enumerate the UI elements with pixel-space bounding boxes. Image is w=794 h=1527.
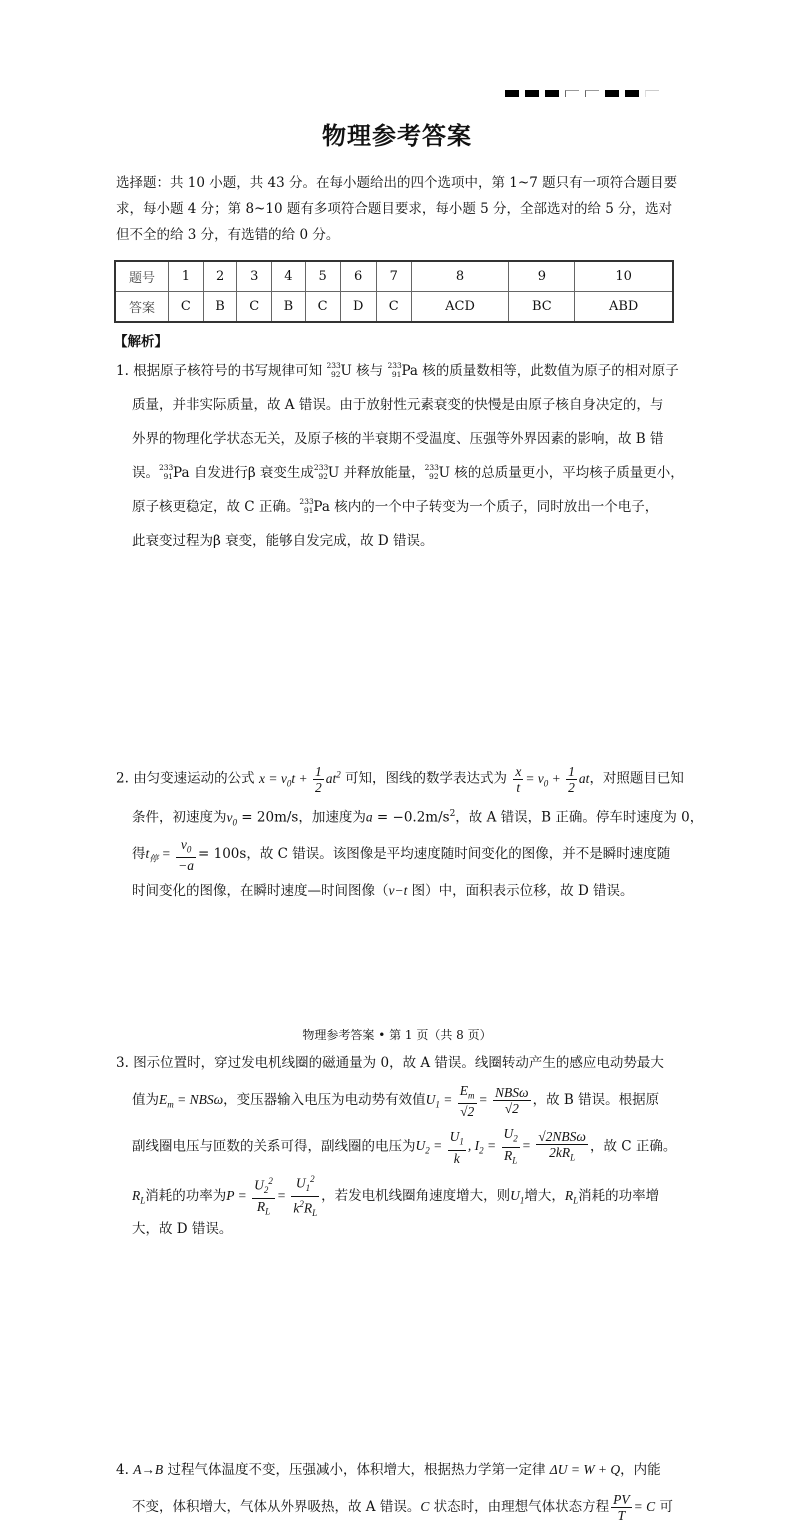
formula: $x = v_0t$ + $\frac{1}{2}$ $at^2$: [258, 763, 341, 795]
question-line: 2. 由匀变速运动的公式 $x = v_0t$ + $\frac{1}{2}$ $at^2$ 可知，图线的数学表达式为 $\frac{x}{t}$ = $v_0$ + $\frac{1}{2}$ at，对照题目已知: [116, 763, 684, 795]
question-line: 副线圈电压与匝数的关系可得，副线圈的电压为$U_2$ = $\frac{U_1}{k}$ , $I_2$ = $\frac{U_2}{R_L}$ = $\frac{\text{√2NBSω}}{2kR_L}$ ，故 C 正确。: [132, 1126, 677, 1166]
question-number: 2.: [116, 770, 129, 787]
question-number: 4.: [116, 1462, 129, 1478]
question-line: 1. 根据原子核符号的书写规律可知 233 92 U 核与 233 91 Pa 核的质量数相等，此数值为原子的相对原子: [116, 354, 682, 388]
table-cell: 2: [203, 261, 237, 292]
table-cell: C: [305, 292, 340, 323]
table-cell: B: [272, 292, 306, 323]
question-line: 条件，初速度为$v_0 = 20m/s$，加速度为$a = -0.2m/s^2$，故 A 错误，B 正确。停车时速度为 0，: [132, 809, 704, 828]
table-cell: C: [376, 292, 411, 323]
header-mark: [565, 90, 579, 97]
formula: $U_1$ = $\frac{E_m}{√2}$ = $\frac{\text{NBSω}}{√2}$: [425, 1082, 529, 1120]
table-cell: 3: [237, 261, 272, 292]
header-mark: [605, 90, 619, 97]
formula: P = $\frac{U_2^2}{R_L}$ = $\frac{U_1^2}{k^2R_L}$: [226, 1174, 318, 1219]
question-number: 3.: [116, 1055, 129, 1071]
header-mark: [625, 90, 639, 97]
intro-paragraph: 选择题：共 10 小题，共 43 分。在每小题给出的四个选项中，第 1~7 题只有一项符合题目要求，每小题 4 分；第 8~10 题有多项符合题目要求，每小题 5 分，全部选对的给 5 分，选对但不全的给 3 分，有选错的给 0 分。: [116, 175, 678, 243]
nuclide-superscript: 233 91: [159, 462, 174, 481]
question-1: [116, 354, 682, 558]
page-title: 物理参考答案: [322, 121, 472, 150]
formula: $\frac{x}{t}$ = $v_0$ + $\frac{1}{2}$ at: [515, 763, 590, 795]
header-mark: [525, 90, 539, 97]
page-footer: 物理参考答案 • 第 1 页（共 8 页）: [302, 1028, 492, 1042]
question-line: 时间变化的图像，在瞬时速度—时间图像（v−t 图）中，面积表示位移，故 D 错误。: [132, 883, 634, 899]
formula: $v_0$: [226, 809, 237, 828]
nuclide-superscript: 233 92: [326, 360, 341, 379]
table-cell: C: [237, 292, 272, 323]
formula: v−t: [388, 883, 408, 898]
table-cell: 4: [272, 261, 306, 292]
table-cell: B: [203, 292, 237, 323]
formula: a: [365, 809, 373, 825]
table-cell: ACD: [411, 292, 509, 323]
question-line: 此衰变过程为β 衰变，能够自发完成，故 D 错误。: [132, 533, 434, 549]
question-line: 误。 233 91 Pa 自发进行β 衰变生成 233 92 U 并释放能量， 233 92 U 核的总质量更小，平均核子质量更小，: [116, 456, 682, 490]
formula: A→B: [133, 1462, 164, 1477]
formula: $U_2$ = $\frac{U_1}{k}$ , $I_2$ = $\frac{U_2}{R_L}$ = $\frac{\text{√2NBSω}}{2kR_L}$: [415, 1126, 586, 1166]
header-mark: [645, 90, 659, 97]
header-mark: [505, 90, 519, 97]
header-mark: [585, 90, 599, 97]
formula: $\frac{PV}{T}$ = C: [613, 1492, 656, 1524]
nuclide-superscript: 233 91: [299, 496, 314, 515]
formula: ΔU = W + Q: [549, 1462, 621, 1477]
table-cell: 9: [509, 261, 575, 292]
table-cell: 5: [305, 261, 340, 292]
table-cell: 7: [376, 261, 411, 292]
table-cell: BC: [509, 292, 575, 323]
question-line: 3. 图示位置时，穿过发电机线圈的磁通量为 0，故 A 错误。线圈转动产生的感应电动势最大: [116, 1055, 664, 1071]
question-line: 质量，并非实际质量，故 A 错误。由于放射性元素衰变的快慢是由原子核自身决定的，与: [132, 397, 664, 413]
question-line: 大，故 D 错误。: [132, 1221, 233, 1237]
analysis-heading: 【解析】: [114, 334, 168, 350]
table-cell: 1: [169, 261, 204, 292]
table-row-answers: [115, 292, 673, 323]
question-line: 值为$E_m = NBS\omega$，变压器输入电压为电动势有效值$U_1$ = $\frac{E_m}{√2}$ = $\frac{\text{NBSω}}{√2}$ ，故 B 错误。根据原: [132, 1082, 660, 1120]
header-mark: [545, 90, 559, 97]
page-header-marks: [505, 90, 659, 97]
question-2: [116, 754, 704, 908]
question-line: 得$t_停$ = $\frac{v_0}{-a}$ = 100s，故 C 错误。该图像是平均速度随时间变化的图像，并不是瞬时速度随: [132, 836, 671, 874]
nuclide-superscript: 233 91: [387, 360, 402, 379]
table-cell: C: [169, 292, 204, 323]
table-cell: 6: [340, 261, 376, 292]
question-number: 1.: [116, 363, 129, 379]
question-3: [116, 1046, 682, 1246]
table-row-numbers: [115, 261, 673, 292]
table-cell: ABD: [575, 292, 673, 323]
question-line: 不变，体积增大，气体从外界吸热，故 A 错误。C 状态时，由理想气体状态方程 $\frac{PV}{T}$ = C 可: [132, 1492, 673, 1524]
formula: $E_m = NBS\omega$: [159, 1092, 224, 1110]
question-line: 4. A→B 过程气体温度不变，压强减小，体积增大，根据热力学第一定律 ΔU = W + Q，内能: [116, 1462, 661, 1478]
question-line: 外界的物理化学状态无关，及原子核的半衰期不受温度、压强等外界因素的影响，故 B 错: [132, 431, 664, 447]
table-cell: 10: [575, 261, 673, 292]
answer-table: [114, 260, 674, 323]
row-header: 题号: [115, 261, 169, 292]
row-header: 答案: [115, 292, 169, 323]
nuclide-superscript: 233 92: [313, 462, 329, 481]
nuclide-superscript: 233 92: [424, 462, 439, 481]
question-4: [116, 1453, 682, 1527]
formula: $t_停$ = $\frac{v_0}{-a}$: [145, 836, 195, 874]
table-cell: D: [340, 292, 376, 323]
question-line: 原子核更稳定，故 C 正确。 233 91 Pa 核内的一个中子转变为一个质子，同时放出一个电子，: [116, 490, 682, 524]
question-line: $R_L$消耗的功率为P = $\frac{U_2^2}{R_L}$ = $\frac{U_1^2}{k^2R_L}$ ，若发电机线圈角速度增大，则$U_1$增大，$R_L$消耗的功率增: [132, 1174, 660, 1219]
table-cell: 8: [411, 261, 509, 292]
